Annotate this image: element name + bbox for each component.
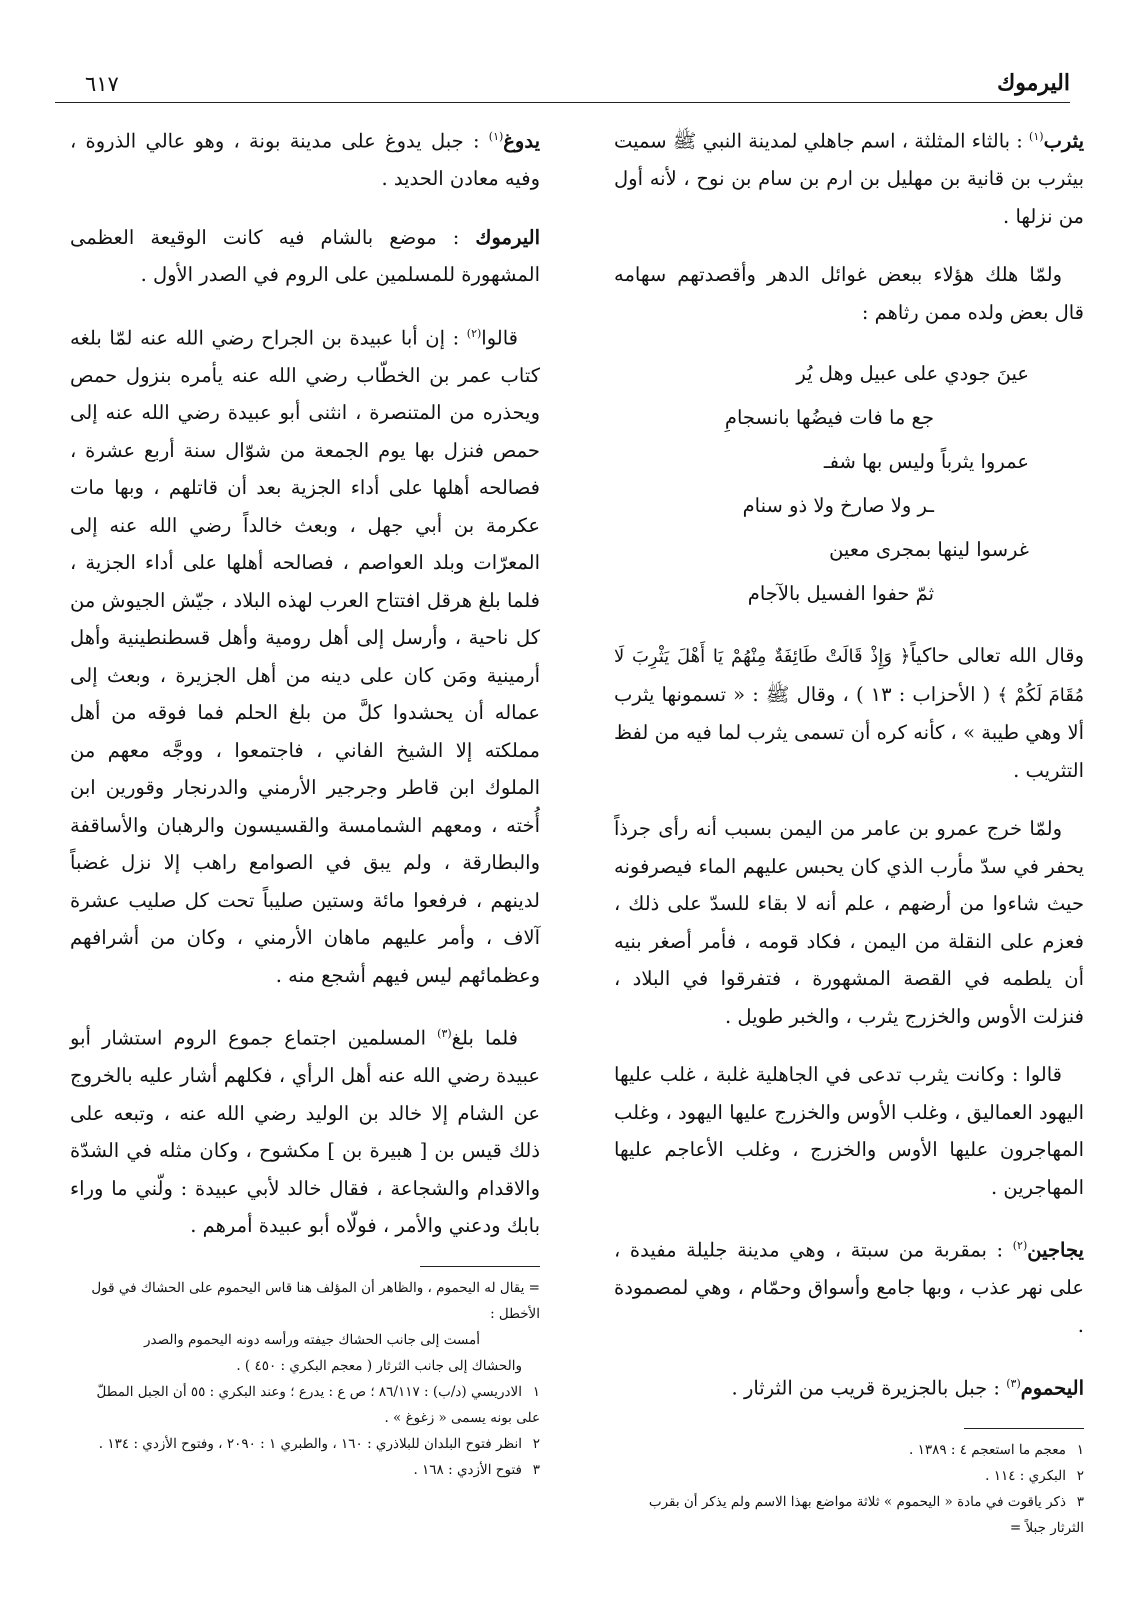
headword: يدوغ	[503, 129, 540, 153]
paragraph: ولمّا خرج عمرو بن عامر من اليمن بسبب أنه رأى جرذاً يحفر في سدّ مأرب الذي كان يحبس عليهم الماء فيصرفونه حيث شاءوا من أرضهم ، علم أنه لا بقاء للسدّ على ذلك ، فعزم على النقلة من اليمن ، فكاد قومه ، فأمر أصغر بنيه أن يلطمه في القصة المشهورة ، فتفرقوا في البلاد ، فنزلت الأوس والخزرج يثرب ، والخبر طويل .	[614, 817, 1084, 1028]
footnote: ٣ذكر ياقوت في مادة « اليحموم » ثلاثة مواضع بهذا الاسم ولم يذكر أن بقرب الثرثار جبلاً =	[648, 1494, 1084, 1536]
poem-line: ثمّ حفوا الفسيل بالآجام	[747, 582, 934, 605]
entry-text: : جبل بالجزيرة قريب من الثرثار .	[731, 1376, 1007, 1400]
page-header	[55, 64, 1070, 104]
footnote-continuation: والحشاك إلى جانب الثرثار ( معجم البكري : ٤٥٠ ) .	[236, 1357, 522, 1374]
footnotes	[614, 1437, 1084, 1541]
headword: يجاجين	[1027, 1238, 1084, 1262]
paragraph-quran: وقال الله تعالى حاكياً﴿ وَإِذْ قَالَتْ طَائِفَةٌ مِنْهُمْ يَا أَهْلَ يَثْرِبَ لَا مُقَامَ لَكُمْ ﴾ ( الأحزاب : ١٣ ) ، وقال ﷺ : « تسمونها يثرب ألا وهي طيبة » ، كأنه كره أن تسمى يثرب لما فيه من لفظ التثريب .	[614, 644, 1084, 782]
poem-line: ـر ولا صارخ ولا ذو سنام	[742, 494, 934, 517]
paragraph: فلما بلغ$^{(٣)}$ المسلمين اجتماع جموع الروم استشار أبو عبيدة رضي الله عنه أهل الرأي ، فكلهم أشار عليه بالخروج عن الشام إلا خالد بن الوليد رضي الله عنه ، وتبعه على ذلك قيس بن [ هبيرة بن ] مكشوح ، وكان مثله في الشدّة والاقدام والشجاعة ، فقال خالد لأبي عبيدة : ولّني ما وراء بابك ودعني والأمر ، فولّاه أبو عبيدة أمرهم .	[70, 1026, 540, 1237]
footnotes	[70, 1275, 540, 1483]
left-column	[70, 118, 540, 1483]
entry-yajajin	[614, 1227, 1084, 1344]
quran-verse: ﴿ وَإِذْ قَالَتْ طَائِفَةٌ مِنْهُمْ يَا أَهْلَ يَثْرِبَ لَا مُقَامَ لَكُمْ ﴾	[614, 646, 1084, 706]
entry-text: : جبل يدوغ على مدينة بونة ، وهو عالي الذروة ، وفيه معادن الحديد .	[70, 129, 540, 190]
footnote: ١معجم ما استعجم ٤ : ١٣٨٩ .	[908, 1442, 1084, 1458]
poem-line: عمروا يثرباً وليس بها شفـ	[823, 450, 1029, 473]
footnote-separator	[964, 1428, 1084, 1429]
footnote-marker: (٣)	[1006, 1377, 1021, 1390]
poem-line: عينَ جودي على عبيل وهل يُر	[796, 362, 1029, 385]
running-head: اليرموك	[997, 70, 1070, 96]
footnote-marker: (١)	[488, 130, 504, 143]
entry-text: : بمقربة من سبتة ، وهي مدينة جليلة مفيدة ، على نهر عذب ، وبها جامع وأسواق وحمّام ، وهي لمصمودة .	[614, 1238, 1084, 1337]
right-column	[614, 118, 1084, 1541]
poem-line: غرسوا لينها بمجرى معين	[829, 538, 1029, 561]
entry-yarmuk	[70, 219, 540, 294]
paragraph: قالوا$^{(٢)}$ : إن أبا عبيدة بن الجراح رضي الله عنه لمّا بلغه كتاب عمر بن الخطّاب رضي الله عنه يأمره بنزول حمص ويحذره من المتنصرة ، انثنى أبو عبيدة رضي الله عنه إلى حمص فنزل بها يوم الجمعة من شوّال سنة أربع عشرة ، فصالحه أهلها على أداء الجزية بعد أن قاتلهم ، وبها مات عكرمة بن أبي جهل ، وبعث خالداً رضي الله عنه إلى المعرّات وبلد العواصم ، فصالحه أهلها على أداء الجزية ، فلما بلغ هرقل افتتاح العرب لهذه البلاد ، جيّش الجيوش من كل ناحية ، وأرسل إلى أهل رومية وأهل قسطنطينية وأهل أرمينية ومَن كان على دينه من أهل الجزيرة ، وبعث إلى عماله أن يحشدوا كلَّ من بلغ الحلم فما فوقه من أهل مملكته إلا الشيخ الفاني ، فاجتمعوا ، ووجَّه معهم من الملوك ابن قاطر وجرجير الأرمني والدرنجار وقورين ابن أُخته ، ومعهم الشمامسة والقسيسون والرهبان والأساقفة والبطارقة ، ولم يبق في الصوامع راهب إلا نزل غضباً لدينهم ، فرفعوا مائة وستين صليباً تحت كل صليب عشرة آلاف ، وأمر عليهم ماهان الأرمني ، وكان من أشرافهم وعظمائهم ليس فيهم أشجع منه .	[70, 326, 540, 987]
footnote-marker: (١)	[1029, 130, 1044, 143]
entry-yahmum	[614, 1365, 1084, 1407]
footnote-marker: (٣)	[437, 1027, 452, 1040]
paragraph: قالوا : وكانت يثرب تدعى في الجاهلية غلبة ، غلب عليها اليهود العماليق ، وغلب الأوس والخزرج عليها اليهود ، وغلب المهاجرون عليها الأوس والخزرج ، وغلب الأعاجم عليها المهاجرين .	[614, 1063, 1084, 1199]
footnote-marker: (٢)	[1012, 1239, 1028, 1252]
poem-line: جع ما فات فيضُها بانسجامِ	[724, 406, 934, 429]
headword: يثرب	[1043, 129, 1084, 153]
footnote-marker: (٢)	[466, 326, 482, 340]
footnote-continuation: = يقال له اليحموم ، والظاهر أن المؤلف هنا قاس اليحموم على الحشاك في قول الأخطل :	[91, 1279, 540, 1322]
entry-text: : موضع بالشام فيه كانت الوقيعة العظمى المشهورة للمسلمين على الروم في الصدر الأول .	[70, 225, 540, 286]
footnote: ٢البكري : ١١٤ .	[985, 1468, 1084, 1484]
paragraph: ولمّا هلك هؤلاء ببعض غوائل الدهر وأقصدتهم سهامه قال بعض ولده ممن رثاهم :	[614, 263, 1084, 324]
footnote-poem: أمست إلى جانب الحشاك جيفته ورأسه دونه اليحموم والصدر	[144, 1331, 480, 1348]
header-rule	[55, 102, 1070, 103]
footnote-separator	[420, 1266, 540, 1267]
footnote: ٢انظر فتوح البلدان للبلاذري : ١٦٠ ، والطبري ١ : ٢٠٩٠ ، وفتوح الأزدي : ١٣٤ .	[98, 1435, 540, 1452]
headword: اليرموك	[475, 225, 540, 249]
entry-text: : بالثاء المثلثة ، اسم جاهلي لمدينة النبي ﷺ سميت بيثرب بن قانية بن مهليل بن ارم بن سام بن نوح ، لأنه أول من نزلها .	[614, 129, 1084, 228]
entry-yathrib	[614, 118, 1084, 235]
entry-yadugh	[70, 118, 540, 198]
headword: اليحموم	[1020, 1376, 1084, 1400]
page-number: ٦١٧	[85, 72, 119, 96]
footnote: ١الادريسي (د/ب) : ٨٦/١١٧ ؛ ص ع : يدرع ؛ وعند البكري : ٥٥ أن الجبل المطلّ على بونه يسمى « زغوغ » .	[96, 1383, 540, 1426]
poem	[614, 352, 1084, 616]
footnote: ٣فتوح الأزدي : ١٦٨ .	[413, 1461, 540, 1478]
